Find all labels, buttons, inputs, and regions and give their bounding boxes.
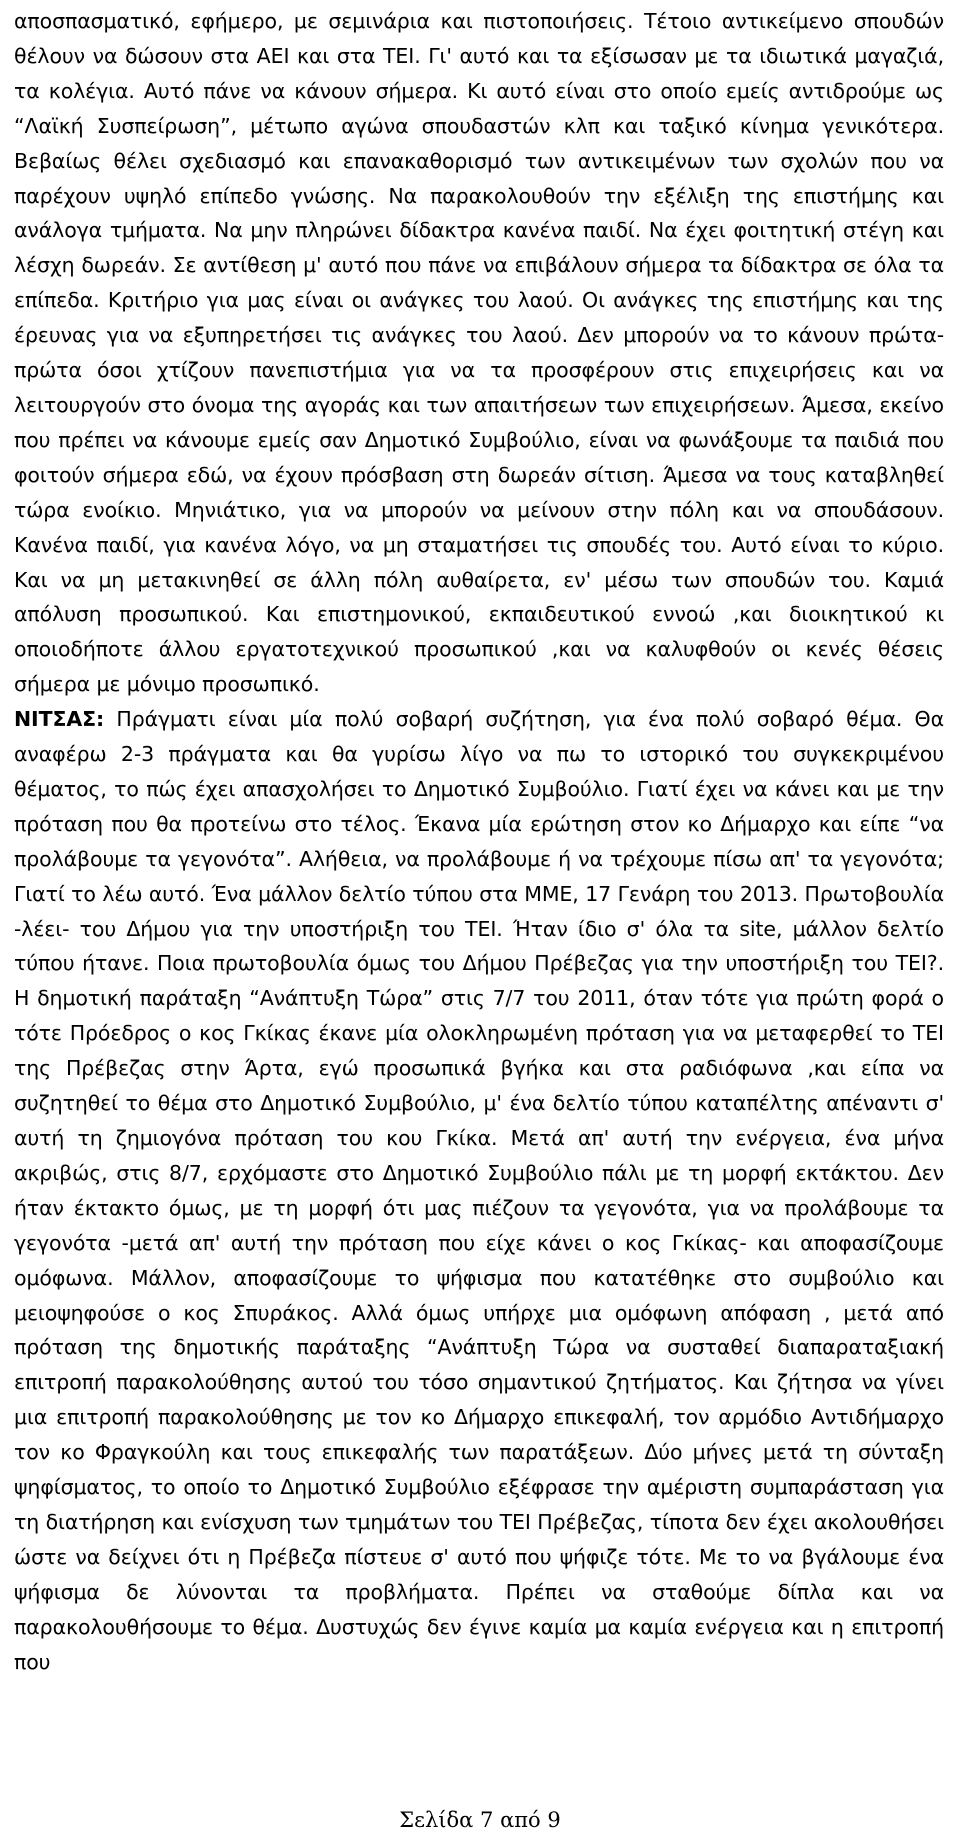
paragraph-text: Πράγματι είναι μία πολύ σοβαρή συζήτηση, για ένα πολύ σοβαρό θέμα. Θα αναφέρω 2-3 πράγματα και θα γυρίσω λίγο να πω το ιστορικό του συγκεκριμένου θέματος, το πώς έχει απασχολήσει το Δημοτικό Συμβούλιο. Γιατί έχει να κάνει και με την πρόταση που θα προτείνω στο τέλος. Έκανα μία ερώτηση στον κο Δήμαρχο και είπε “να προλάβουμε τα γεγονότα”. Αλήθεια, να προλάβουμε ή να τρέχουμε πίσω απ' τα γεγονότα; Γιατί το λέω αυτό. Ένα μάλλον δελτίο τύπου στα ΜΜΕ, 17 Γενάρη του 2013. Πρωτοβουλία -λέει- του Δήμου για την υποστήριξη του ΤΕΙ. Ήταν ίδιο σ' όλα τα site, μάλλον δελτίο τύπου ήτανε. Ποια πρωτοβουλία όμως του Δήμου Πρέβεζας για την υποστήριξη του ΤΕΙ?. Η δημοτική παράταξη “Ανάπτυξη Τώρα” στις 7/7 του 2011, όταν τότε για πρώτη φορά ο τότε Πρόεδρος ο κος Γκίκας έκανε μία ολοκληρωμένη πρόταση για να μεταφερθεί το ΤΕΙ της Πρέβεζας στην Άρτα, εγώ προσωπικά βγήκα και στα ραδιόφωνα ,και είπα να συζητηθεί το θέμα στο Δημοτικό Συμβούλιο, μ' ένα δελτίο τύπου καταπέλτης απέναντι σ' αυτή τη ζημιογόνα πρόταση του κου Γκίκα. Μετά απ' αυτή την ενέργεια, ένα μήνα ακριβώς, στις 8/7, ερχόμαστε στο Δημοτικό Συμβούλιο πάλι με τη μορφή εκτάκτου. Δεν ήταν έκτακτο όμως, με τη μορφή ότι μας πιέζουν τα γεγονότα, για να προλάβουμε τα γεγονότα -μετά απ' αυτή την πρόταση που είχε κάνει ο κος Γκίκας- και αποφασίζουμε ομόφωνα. Μάλλον, αποφασίζουμε το ψήφισμα που κατατέθηκε στο συμβούλιο και μειοψηφούσε ο κος Σπυράκος. Αλλά όμως υπήρχε μια ομόφωνη απόφαση , μετά από πρόταση της δημοτικής παράταξης “Ανάπτυξη Τώρα να συσταθεί διαπαραταξιακή επιτροπή παρακολούθησης αυτού του τόσο σημαντικού ζητήματος. Και ζήτησα να γίνει μια επιτροπή παρακολούθησης με τον κο Δήμαρχο επικεφαλή, τον αρμόδιο Αντιδήμαρχο τον κο Φραγκούλη και τους επικεφαλής των παρατάξεων. Δύο μήνες μετά τη σύνταξη ψηφίσματος, το οποίο το Δημοτικό Συμβούλιο εξέφρασε την αμέριστη συμπαράσταση για τη διατήρηση και ενίσχυση των τμημάτων του ΤΕΙ Πρέβεζας, τίποτα δεν έχει ακολουθήσει ώστε να δείχνει ότι η Πρέβεζα πίστευε σ' αυτό που ψήφιζε τότε. Με το να βγάλουμε ένα ψήφισμα δε λύνονται τα προβλήματα. Πρέπει να σταθούμε δίπλα και να παρακολουθήσουμε το θέμα. Δυστυχώς δεν έγινε καμία μα καμία ενέργεια και η επιτροπή που [14,707,944,1674]
document-body [14,4,944,1680]
paragraph-text: αποσπασματικό, εφήμερο, με σεμινάρια και πιστοποιήσεις. Τέτοιο αντικείμενο σπουδών θέλουν να δώσουν στα ΑΕΙ και στα ΤΕΙ. Γι' αυτό και τα εξίσωσαν με τα ιδιωτικά μαγαζιά, τα κολέγια. Αυτό πάνε να κάνουν σήμερα. Κι αυτό είναι στο οποίο εμείς αντιδρούμε ως “Λαϊκή Συσπείρωση”, μέτωπο αγώνα σπουδαστών κλπ και ταξικό κίνημα γενικότερα. Βεβαίως θέλει σχεδιασμό και επανακαθορισμό των αντικειμένων των σχολών που να παρέχουν υψηλό επίπεδο γνώσης. Να παρακολουθούν την εξέλιξη της επιστήμης και ανάλογα τμήματα. Να μην πληρώνει δίδακτρα κανένα παιδί. Να έχει φοιτητική στέγη και λέσχη δωρεάν. Σε αντίθεση μ' αυτό που πάνε να επιβάλουν σήμερα τα δίδακτρα σε όλα τα επίπεδα. Κριτήριο για μας είναι οι ανάγκες του λαού. Οι ανάγκες της επιστήμης και της έρευνας για να εξυπηρετήσει τις ανάγκες του λαού. Δεν μπορούν να το κάνουν πρώτα-πρώτα όσοι χτίζουν πανεπιστήμια για να τα προσφέρουν στις επιχειρήσεις και να λειτουργούν στο όνομα της αγοράς και των απαιτήσεων των επιχειρήσεων. Άμεσα, εκείνο που πρέπει να κάνουμε εμείς σαν Δημοτικό Συμβούλιο, είναι να φωνάξουμε τα παιδιά που φοιτούν σήμερα εδώ, να έχουν πρόσβαση στη δωρεάν σίτιση. Άμεσα να τους καταβληθεί τώρα ενοίκιο. Μηνιάτικο, για να μπορούν να μείνουν στην πόλη και να σπουδάσουν. Κανένα παιδί, για κανένα λόγο, να μη σταματήσει τις σπουδές του. Αυτό είναι το κύριο. Και να μη μετακινηθεί σε άλλη πόλη αυθαίρετα, εν' μέσω των σπουδών του. Καμιά απόλυση προσωπικού. Και επιστημονικού, εκπαιδευτικού εννοώ ,και διοικητικού κι οποιοδήποτε άλλου εργατοτεχνικού προσωπικού ,και να καλυφθούν οι κενές θέσεις σήμερα με μόνιμο προσωπικό. [14,9,944,697]
paragraph [14,702,944,1679]
speaker-name: ΝΙΤΣΑΣ: [14,707,105,732]
page-number: Σελίδα 7 από 9 [399,1808,561,1832]
paragraph [14,4,944,702]
